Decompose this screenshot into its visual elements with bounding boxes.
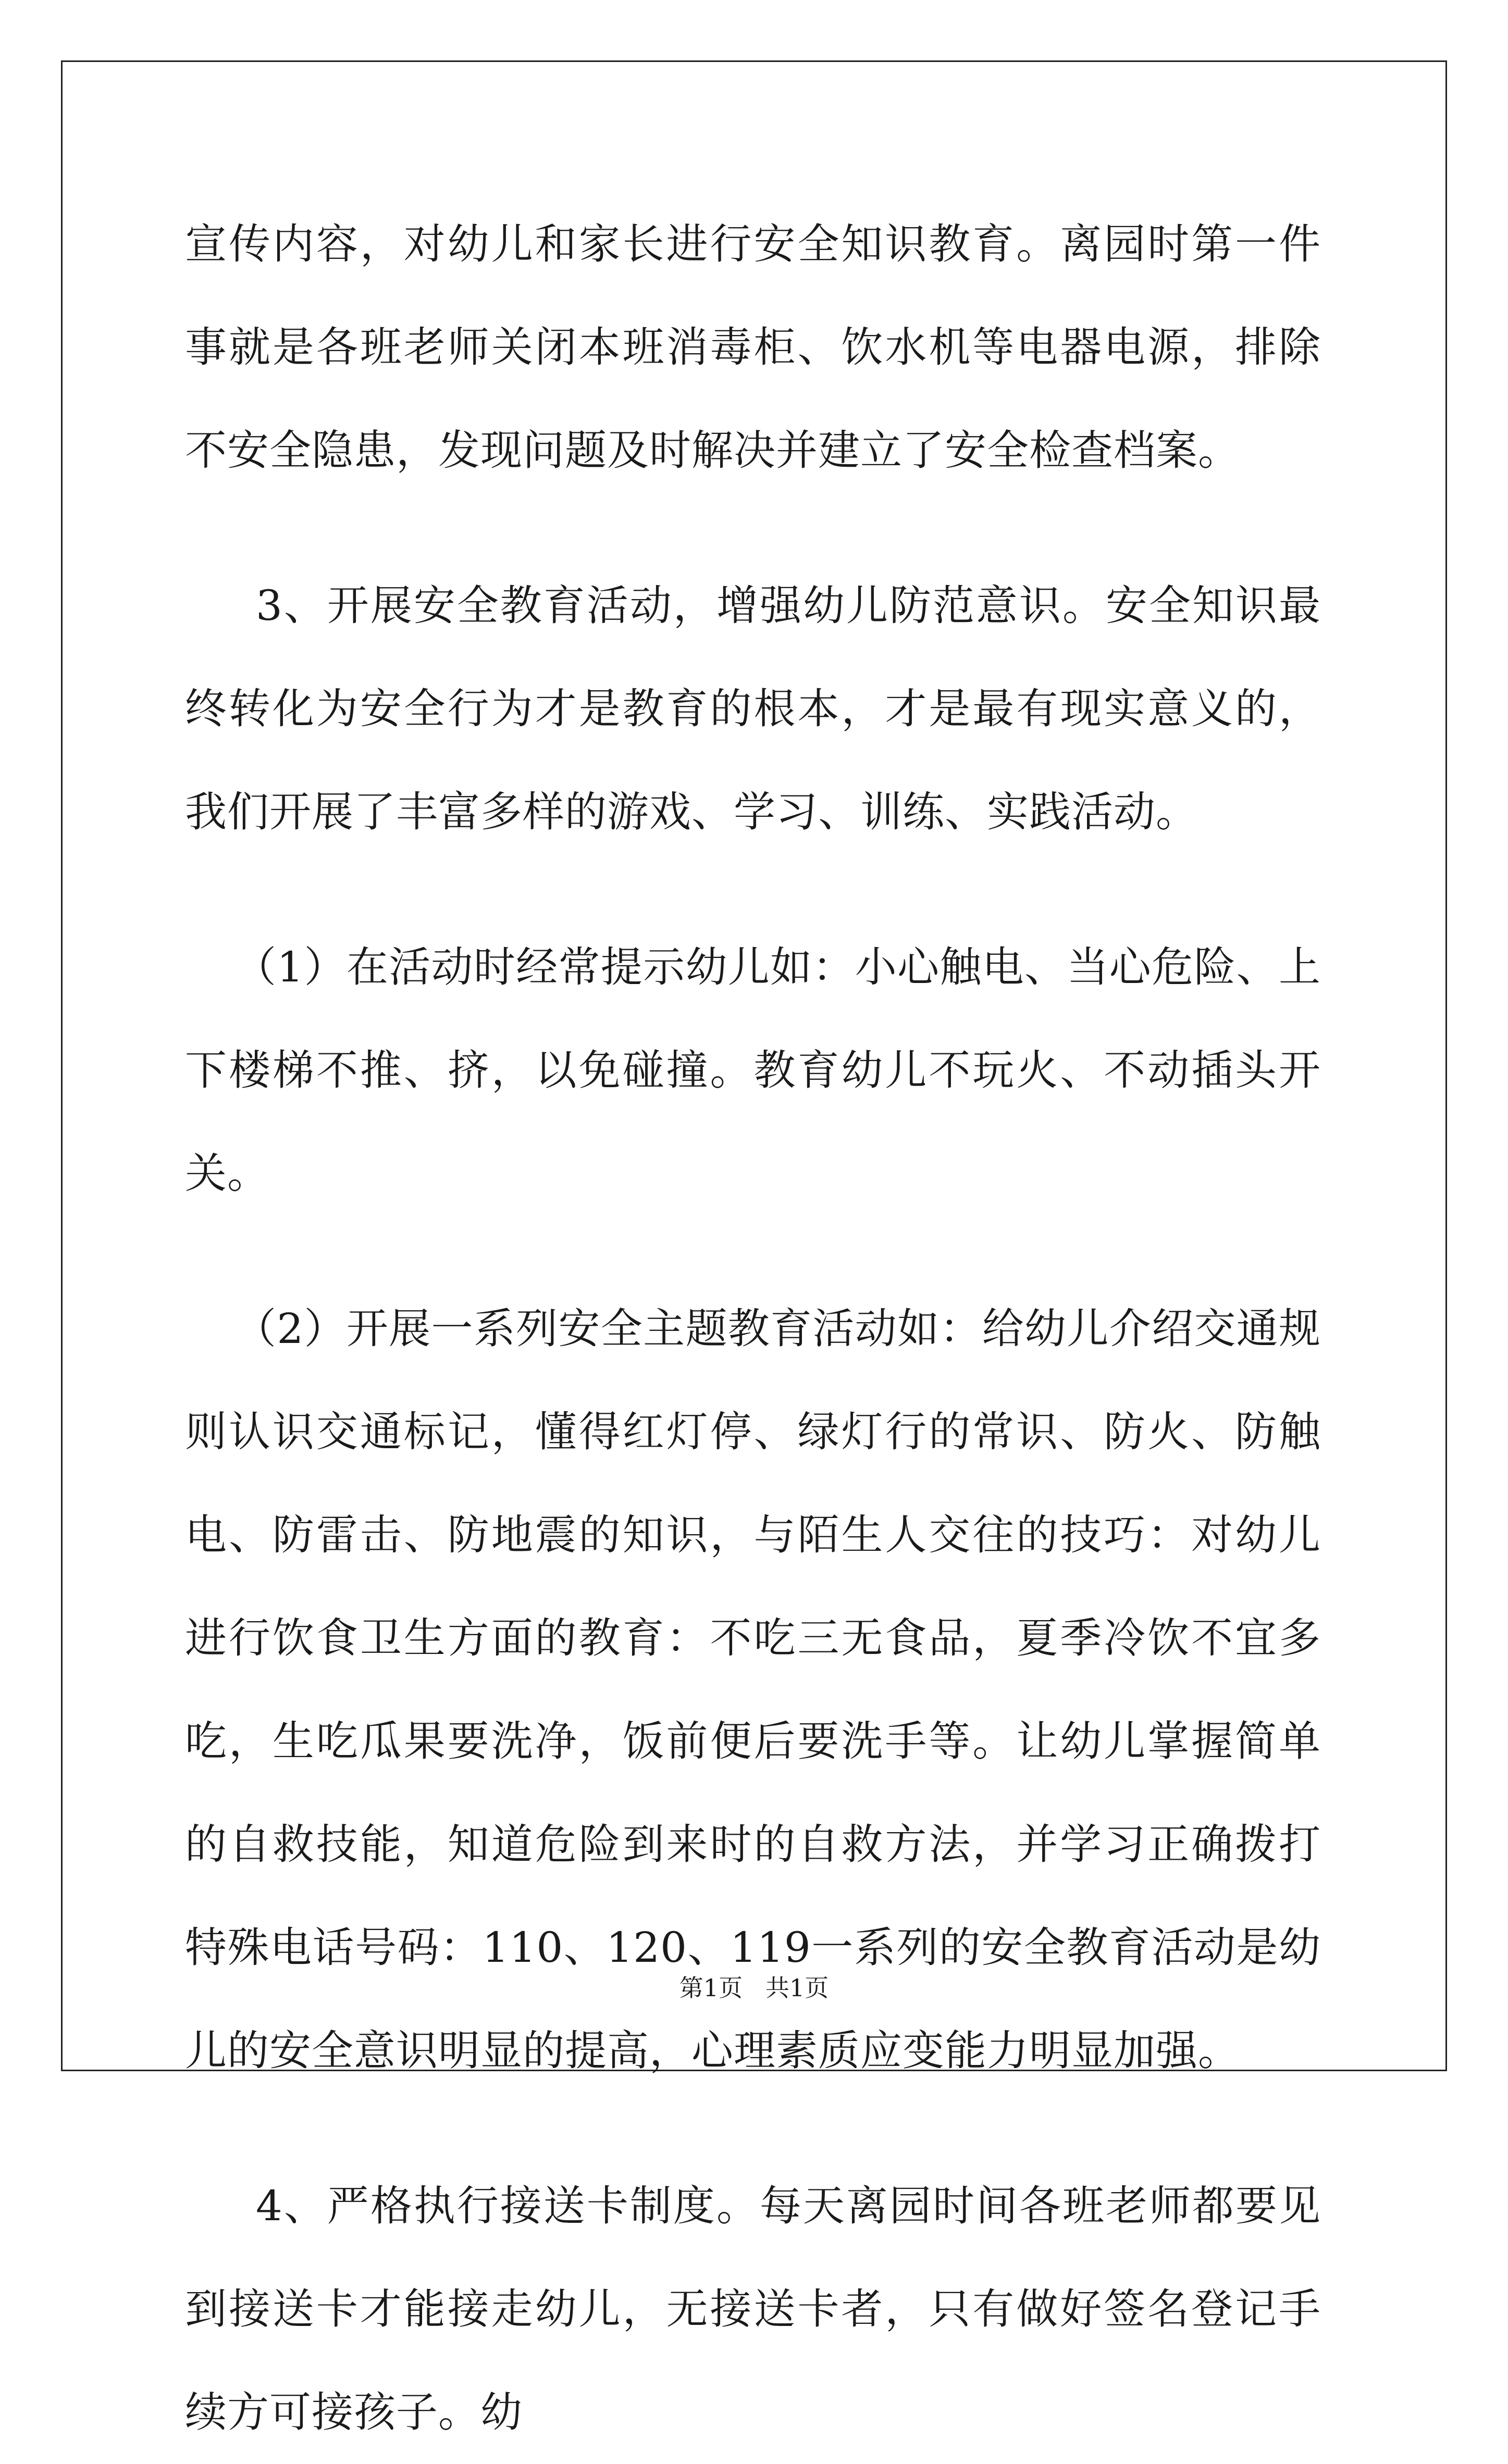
paragraph-1: 宣传内容，对幼儿和家长进行安全知识教育。离园时第一件事就是各班老师关闭本班消毒柜、饮水机等电器电源，排除不安全隐患，发现问题及时解决并建立了安全检查档案。: [185, 220, 1321, 475]
document-body: [185, 193, 1321, 2464]
paragraph-5: 4、严格执行接送卡制度。每天离园时间各班老师都要见到接送卡才能接走幼儿，无接送卡者，只有做好签名登记手续方可接孩子。幼: [185, 2182, 1321, 2436]
paragraph-2: 3、开展安全教育活动，增强幼儿防范意识。安全知识最终转化为安全行为才是教育的根本，才是最有现实意义的，我们开展了丰富多样的游戏、学习、训练、实践活动。: [185, 581, 1321, 836]
page-number-footer: 第1页 共1页: [679, 1974, 829, 2002]
paragraph-3: （1）在活动时经常提示幼儿如：小心触电、当心危险、上下楼梯不推、挤，以免碰撞。教育幼儿不玩火、不动插头开关。: [185, 943, 1321, 1198]
paragraph-4: （2）开展一系列安全主题教育活动如：给幼儿介绍交通规则认识交通标记，懂得红灯停、绿灯行的常识、防火、防触电、防雷击、防地震的知识，与陌生人交往的技巧：对幼儿进行饮食卫生方面的教育：不吃三无食品，夏季冷饮不宜多吃，生吃瓜果要洗净，饭前便后要洗手等。让幼儿掌握简单的自救技能，知道危险到来时的自救方法，并学习正确拨打特殊电话号码：110、120、119一系列的安全教育活动是幼儿的安全意识明显的提高，心理素质应变能力明显加强。: [185, 1304, 1321, 2075]
